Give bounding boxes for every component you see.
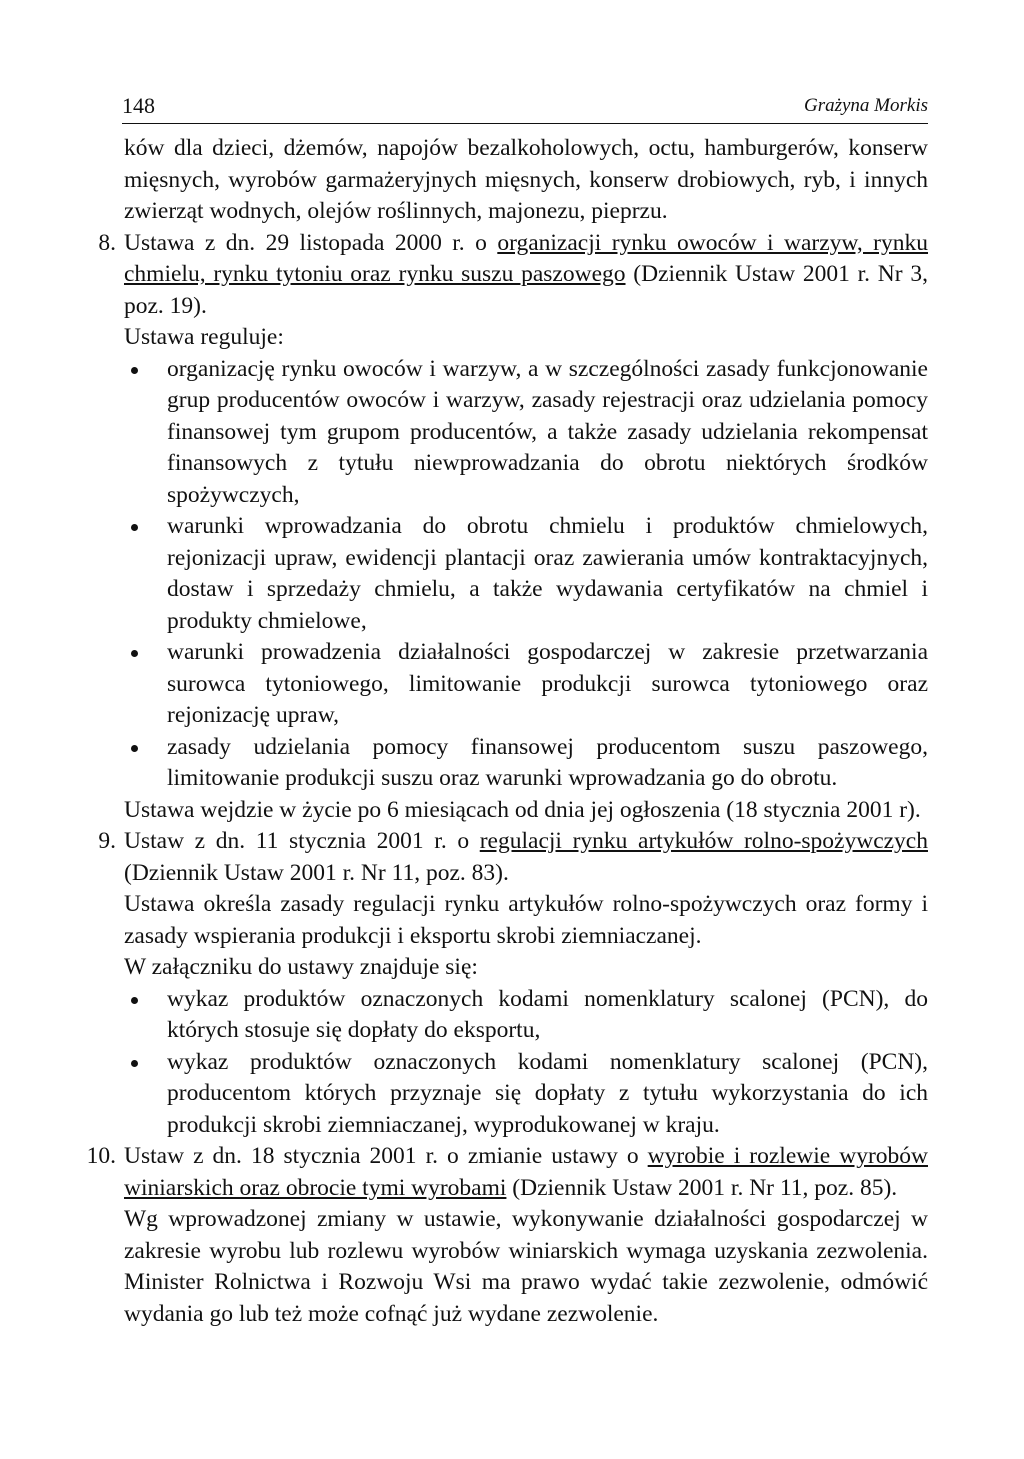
bullet-item bbox=[124, 984, 928, 1047]
bullet-item bbox=[124, 637, 928, 732]
item-number: 9. bbox=[98, 828, 116, 854]
bullet-text: zasady udzielania pomocy finansowej producentom suszu paszowego, limitowanie produkcji suszu oraz warunki wprowadzania go do obrotu. bbox=[167, 733, 928, 791]
running-author: Grażyna Morkis bbox=[803, 95, 928, 116]
page-body bbox=[86, 133, 929, 1330]
item-citation bbox=[124, 228, 928, 323]
bullet-icon bbox=[131, 1060, 138, 1067]
list-item-8 bbox=[98, 228, 929, 827]
item-lead: Ustawa reguluje: bbox=[124, 324, 284, 350]
citation-title: wyrobie i rozlewie wyrobów winiarskich oraz obrocie tymi wyrobami bbox=[124, 1143, 928, 1201]
bullet-text: wykaz produktów oznaczonych kodami nomenklatury scalonej (PCN), do których stosuje się dopłaty do eksportu, bbox=[167, 985, 928, 1043]
bullet-icon bbox=[131, 997, 138, 1004]
item-lead: Ustawa określa zasady regulacji rynku artykułów rolno-spożywczych oraz formy i zasady wspierania produkcji i eksportu skrobi ziemniaczanej. bbox=[124, 891, 928, 949]
list-item-10 bbox=[86, 1141, 928, 1330]
bullet-item bbox=[124, 732, 928, 795]
item-citation bbox=[124, 1141, 928, 1204]
bullet-item bbox=[124, 511, 928, 637]
bullet-list bbox=[124, 984, 928, 1142]
citation-prefix: Ustaw z dn. 18 stycznia 2001 r. o zmianie ustawy o bbox=[124, 1143, 648, 1169]
bullet-text: organizację rynku owoców i warzyw, a w szczególności zasady funkcjonowanie grup producentów owoców i warzyw, zasady rejestracji oraz udzielania pomocy finansowej tym grupom producentów, a także zasady udzielania rekompensat finansowych z tytułu niewprowadzania do obrotu niektórych środków spożywczych, bbox=[167, 355, 928, 508]
running-header bbox=[122, 93, 928, 124]
citation-prefix: Ustawa z dn. 29 listopada 2000 r. o bbox=[124, 229, 498, 256]
citation-prefix: Ustaw z dn. 11 stycznia 2001 r. o bbox=[124, 828, 480, 854]
item-citation bbox=[124, 826, 928, 889]
page-number: 148 bbox=[122, 93, 155, 118]
item-lead: Wg wprowadzonej zmiany w ustawie, wykonywanie działalności gospodarczej w zakresie wyrobu lub rozlewu wyrobów winiarskich wymaga uzyskania zezwolenia. Minister Rolnictwa i Rozwoju Wsi ma prawo wydać takie zezwolenie, odmówić wydania go lub też może cofnąć już wydane zezwolenie. bbox=[124, 1206, 928, 1327]
bullet-text: warunki prowadzenia działalności gospodarczej w zakresie przetwarzania surowca tytoniowego, limitowanie produkcji surowca tytoniowego oraz rejonizację upraw, bbox=[167, 639, 928, 728]
item-lead-2: W załączniku do ustawy znajduje się: bbox=[124, 954, 478, 980]
bullet-icon bbox=[131, 745, 138, 752]
item-number: 10. bbox=[86, 1143, 116, 1169]
bullet-item bbox=[124, 354, 928, 512]
citation-suffix: (Dziennik Ustaw 2001 r. Nr 3, poz. 19). bbox=[124, 261, 928, 319]
item-after-text: Ustawa wejdzie w życie po 6 miesiącach od dnia jej ogłoszenia (18 stycznia 2001 r). bbox=[124, 796, 921, 823]
citation-title: organizacji rynku owoców i warzyw, rynku chmielu, rynku tytoniu oraz rynku suszu paszowego bbox=[124, 229, 929, 287]
item-number: 8. bbox=[98, 229, 116, 256]
bullet-icon bbox=[131, 524, 138, 531]
bullet-text: wykaz produktów oznaczonych kodami nomenklatury scalonej (PCN), producentom których przyznaje się dopłaty z tytułu wykorzystania do ich produkcji skrobi ziemniaczanej, wyprodukowanej w kraju. bbox=[167, 1048, 928, 1138]
citation-title: regulacji rynku artykułów rolno-spożywczych bbox=[479, 828, 928, 854]
bullet-icon bbox=[131, 367, 138, 374]
bullet-item bbox=[124, 1047, 928, 1142]
citation-suffix: (Dziennik Ustaw 2001 r. Nr 11, poz. 85). bbox=[506, 1174, 898, 1201]
bullet-text: warunki wprowadzania do obrotu chmielu i produktów chmielowych, rejonizacji upraw, ewidencji plantacji oraz zawierania umów kontraktacyjnych, dostaw i sprzedaży chmielu, a także wydawania certyfikatów na chmiel i produkty chmielowe, bbox=[167, 513, 928, 634]
intro-paragraph: ków dla dzieci, dżemów, napojów bezalkoholowych, octu, hamburgerów, konserw mięsnych, wyrobów garmażeryjnych mięsnych, konserw drobiowych, ryb, i innych zwierząt wodnych, olejów roślinnych, majonezu, pieprzu. bbox=[124, 135, 928, 224]
bullet-list bbox=[124, 354, 928, 795]
citation-suffix: (Dziennik Ustaw 2001 r. Nr 11, poz. 83). bbox=[124, 859, 509, 886]
bullet-icon bbox=[131, 650, 138, 657]
list-item-9 bbox=[98, 826, 928, 1141]
